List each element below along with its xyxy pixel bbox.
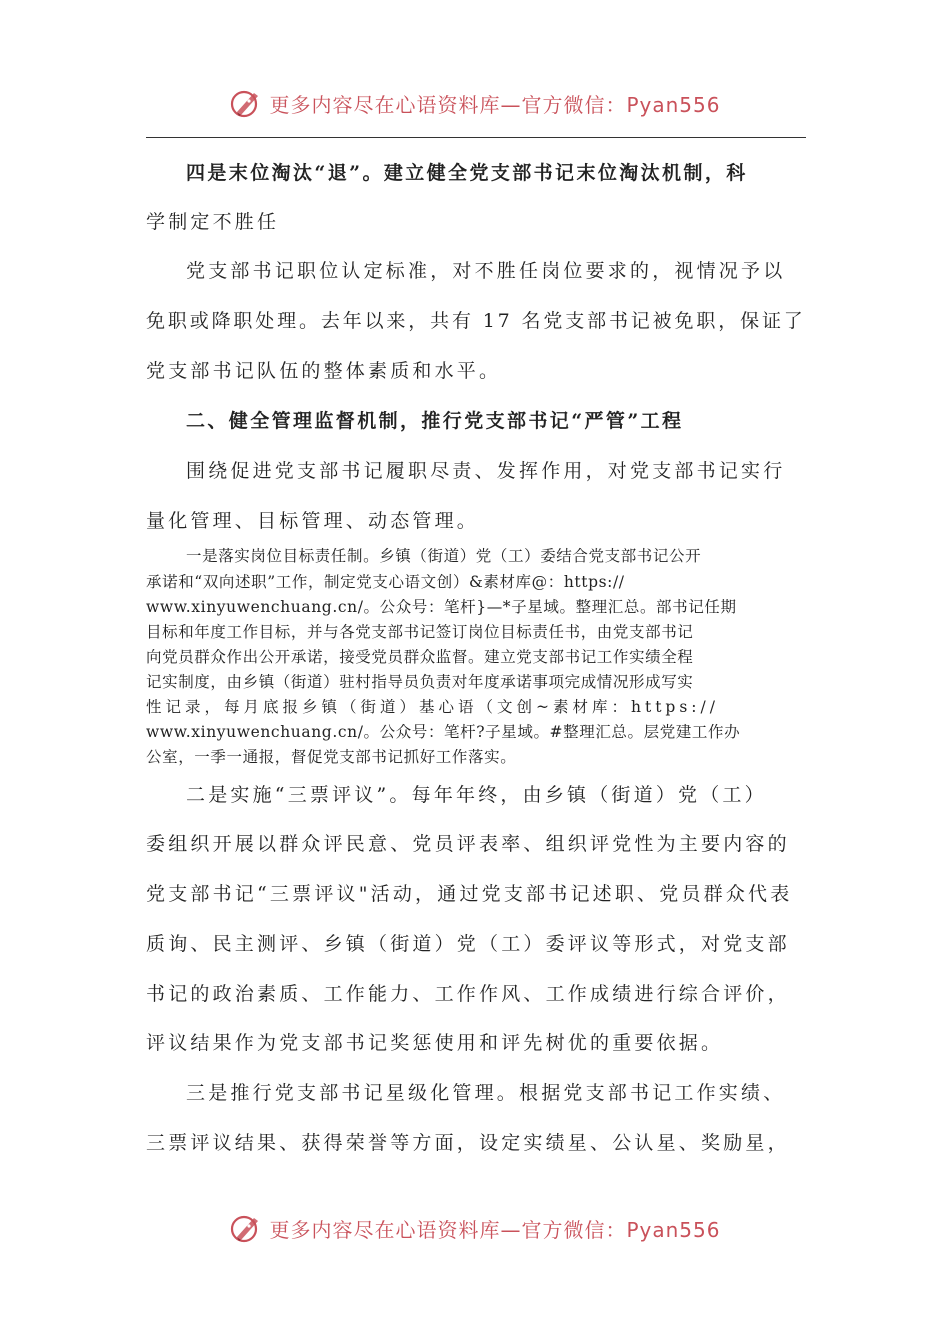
p6-line2: 三票评议结果、获得荣誉等方面，设定实绩星、公认星、奖励星，: [146, 1132, 790, 1154]
p6-line1: 三是推行党支部书记星级化管理。根据党支部书记工作实绩、: [186, 1082, 786, 1104]
p2-line2: 免职或降职处理。去年以来，共有 17 名党支部书记被免职，保证了: [146, 310, 806, 332]
p4-line6: 记实制度，由乡镇（街道）驻村指导员负责对年度承诺事项完成情况形成写实: [146, 673, 694, 691]
p3-line1: 围绕促进党支部书记履职尽责、发挥作用，对党支部书记实行: [186, 460, 786, 482]
p5-line2: 委组织开展以群众评民意、党员评表率、组织评党性为主要内容的: [146, 833, 790, 855]
p5-line5: 书记的政治素质、工作能力、工作作风、工作成绩进行综合评价，: [146, 983, 790, 1005]
footer-banner-text: 更多内容尽在心语资料库—官方微信：Pyan556: [269, 1217, 721, 1242]
header-banner-text: 更多内容尽在心语资料库—官方微信：Pyan556: [269, 92, 721, 117]
footer-banner: [0, 1208, 950, 1248]
header-divider: [146, 137, 806, 138]
p5-line6: 评议结果作为党支部书记奖惩使用和评先树优的重要依据。: [146, 1032, 724, 1054]
p4-line1: 一是落实岗位目标责任制。乡镇（街道）党（工）委结合党支部书记公开: [186, 547, 702, 565]
p4-line7: 性记录，每月底报乡镇（街道）基心语（文创~素材库：https://: [146, 698, 719, 716]
pen-logo-icon: [229, 86, 263, 120]
p5-line3: 党支部书记“三票评议"活动，通过党支部书记述职、党员群众代表: [146, 883, 793, 905]
p4-line3: www.xinyuwenchuang.cn/。公众号：笔杆}—*子星域。整理汇总。部书记任期: [146, 598, 737, 616]
header-banner: [0, 83, 950, 123]
p4-line4: 目标和年度工作目标，并与各党支部书记签订岗位目标责任书，由党支部书记: [146, 623, 694, 641]
p3-line2: 量化管理、目标管理、动态管理。: [146, 510, 480, 532]
p1-line1: 四是末位淘汰“退”。建立健全党支部书记末位淘汰机制，科: [186, 162, 748, 184]
pen-logo-icon: [229, 1211, 263, 1245]
section-heading: 二、健全管理监督机制，推行党支部书记“严管”工程: [186, 410, 684, 432]
p5-line1: 二是实施“三票评议”。每年年终，由乡镇（街道）党（工）: [186, 784, 767, 806]
p4-line2: 承诺和“双向述职”工作，制定党支心语文创）&素材库@：https://: [146, 573, 625, 591]
p4-line8: www.xinyuwenchuang.cn/。公众号：笔杆?子星域。#整理汇总。层党建工作办: [146, 723, 741, 741]
p1-line2: 学制定不胜任: [146, 211, 280, 233]
p4-line5: 向党员群众作出公开承诺，接受党员群众监督。建立党支部书记工作实绩全程: [146, 648, 694, 666]
p5-line4: 质询、民主测评、乡镇（街道）党（工）委评议等形式，对党支部: [146, 933, 790, 955]
p4-line9: 公室，一季一通报，督促党支部书记抓好工作落实。: [146, 748, 517, 766]
p2-line3: 党支部书记队伍的整体素质和水平。: [146, 360, 502, 382]
p2-line1: 党支部书记职位认定标准，对不胜任岗位要求的，视情况予以: [186, 260, 786, 282]
